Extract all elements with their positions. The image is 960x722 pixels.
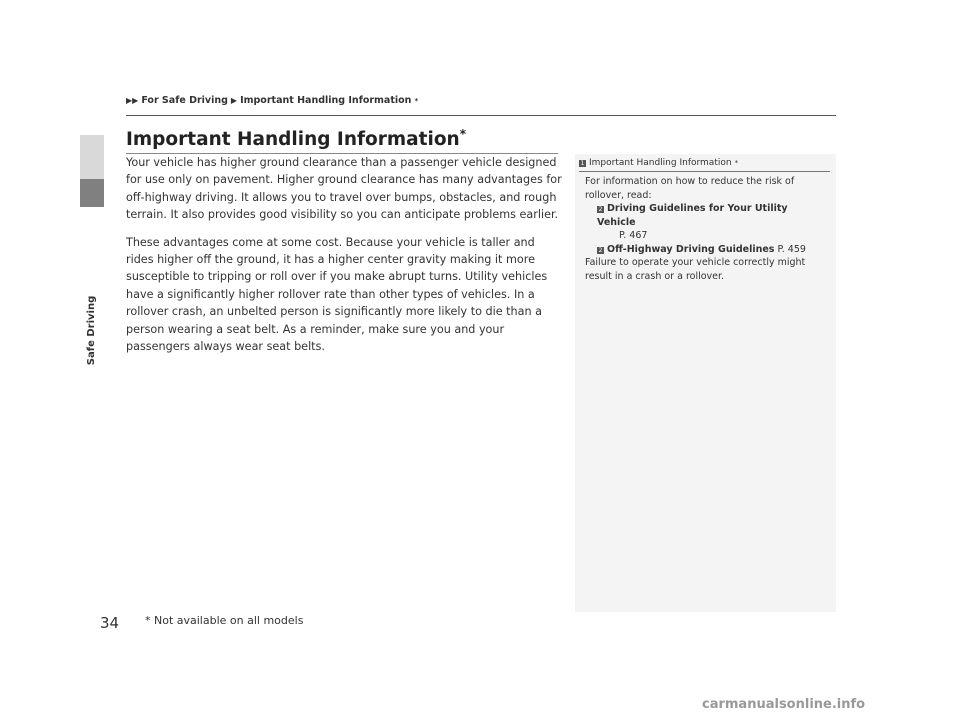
breadcrumb-arrow-icon: ▶: [230, 96, 238, 105]
reference-arrow-icon: 2: [598, 206, 603, 213]
side-tab-dark: [80, 179, 104, 207]
sidebar-warning: Failure to operate your vehicle correctly might result in a crash or a rollover.: [585, 257, 806, 282]
sidebar-body: [575, 172, 836, 283]
body-text: [126, 154, 562, 365]
breadcrumb: [126, 95, 418, 106]
breadcrumb-arrow-icon: ▶▶: [126, 96, 139, 105]
header-rule: [126, 115, 836, 116]
breadcrumb-item-for-safe-driving[interactable]: For Safe Driving: [141, 95, 228, 106]
page-number: 34: [100, 614, 120, 632]
title-star: *: [459, 127, 466, 141]
sidebar-note: [575, 154, 836, 612]
sidebar-header-title: Important Handling Information: [589, 158, 732, 168]
side-tab-light: [80, 135, 104, 179]
sidebar-intro: For information on how to reduce the risk of rollover, read:: [585, 176, 795, 201]
ref1-title: Driving Guidelines for Your Utility Vehicle: [597, 203, 788, 228]
sidebar-header: [579, 158, 830, 172]
ref2-page: P. 459: [777, 243, 806, 255]
ref2-title: Off-Highway Driving Guidelines: [607, 243, 775, 255]
ref1-page[interactable]: P. 467: [619, 230, 648, 241]
body-paragraph-2: These advantages come at some cost. Because your vehicle is taller and rides higher off the ground, it has a higher center gravity making it more susceptible to tripping or roll over if you make abrupt turns. Utility vehicles have a significantly higher rollover rate than other types of vehicles. In a rollover crash, an unbelted person is significantly more likely to die than a person wearing a seat belt. As a reminder, make sure you and your passengers always wear seat belts.: [126, 235, 548, 354]
breadcrumb-star: *: [414, 96, 419, 105]
footnote: * Not available on all models: [145, 614, 304, 627]
sidebar-ref-driving-guidelines[interactable]: [585, 202, 828, 229]
note-icon: 1: [580, 159, 585, 167]
sidebar-header-star: *: [734, 159, 739, 167]
watermark: carmanualsonline.info: [702, 697, 866, 712]
side-tab-label: Safe Driving: [86, 295, 98, 365]
page-title: Important Handling Information*: [126, 127, 466, 151]
breadcrumb-item-important-handling[interactable]: Important Handling Information: [240, 95, 412, 106]
body-paragraph-1: Your vehicle has higher ground clearance than a passenger vehicle designed for use only on pavement. Higher ground clearance has many advantages for off-highway driving. It allows you to travel over bumps, obstacles, and rough terrain. It also provides good visibility so you can anticipate problems earlier.: [126, 156, 562, 222]
reference-arrow-icon: 2: [598, 246, 603, 254]
sidebar-ref-off-highway[interactable]: [585, 243, 828, 257]
